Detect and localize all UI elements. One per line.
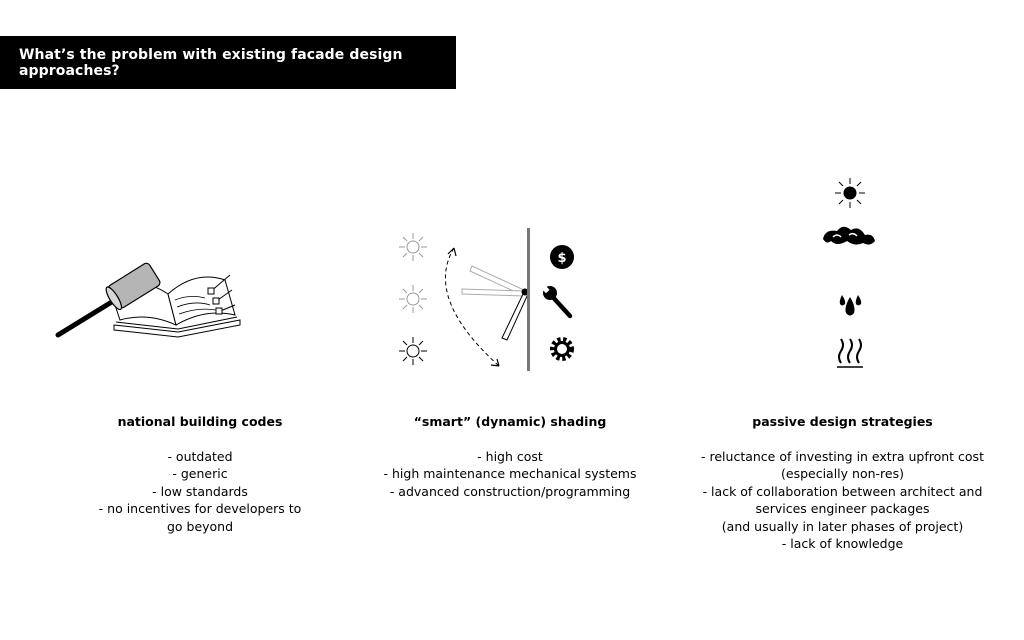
sun-icon bbox=[399, 233, 427, 261]
gavel-book-illustration bbox=[50, 250, 250, 345]
passive-design-icons bbox=[815, 175, 885, 375]
arrow-head bbox=[448, 248, 456, 256]
dollar-coin-icon bbox=[550, 245, 574, 269]
facade-wall bbox=[527, 228, 530, 371]
column-national-building-codes bbox=[60, 413, 340, 535]
bullet-line: services engineer packages bbox=[755, 501, 930, 516]
column-passive-design bbox=[690, 413, 995, 553]
bullet-line: (especially non-res) bbox=[781, 466, 904, 481]
heat-icon bbox=[837, 339, 863, 367]
wind-icon bbox=[823, 227, 875, 245]
bullet-line: - high maintenance mechanical systems bbox=[383, 466, 637, 481]
gear-icon bbox=[553, 340, 571, 358]
page-title: What’s the problem with existing facade design approaches? bbox=[0, 36, 456, 89]
bullet-line: - high cost bbox=[477, 448, 543, 464]
column-heading: national building codes bbox=[117, 414, 283, 429]
bullet-line: - no incentives for developers to bbox=[98, 501, 302, 516]
sun-icon bbox=[399, 337, 427, 365]
bullet-line: - lack of collaboration between architect and bbox=[702, 483, 983, 499]
bullet-line: - lack of knowledge bbox=[781, 536, 904, 551]
sun-icon bbox=[835, 178, 865, 208]
bullet-line: - generic bbox=[172, 466, 228, 481]
bullet-line: - advanced construction/programming bbox=[389, 483, 631, 499]
column-heading: passive design strategies bbox=[752, 414, 933, 429]
louvre-blades bbox=[462, 266, 528, 340]
dynamic-shading-illustration bbox=[394, 228, 594, 378]
dollar-symbol: $ bbox=[557, 251, 567, 266]
bullet-line: - reluctance of investing in extra upfront cost bbox=[701, 448, 984, 464]
bullet-line: (and usually in later phases of project) bbox=[721, 518, 964, 534]
sun-icon bbox=[399, 285, 427, 313]
bullet-line: - low standards bbox=[152, 483, 248, 499]
wrench-icon bbox=[542, 286, 570, 316]
bullet-line: - outdated bbox=[167, 448, 233, 464]
column-heading: “smart” (dynamic) shading bbox=[413, 414, 607, 429]
water-drops-icon bbox=[840, 295, 861, 316]
column-smart-shading bbox=[360, 413, 660, 500]
bullet-line: go beyond bbox=[166, 518, 234, 534]
